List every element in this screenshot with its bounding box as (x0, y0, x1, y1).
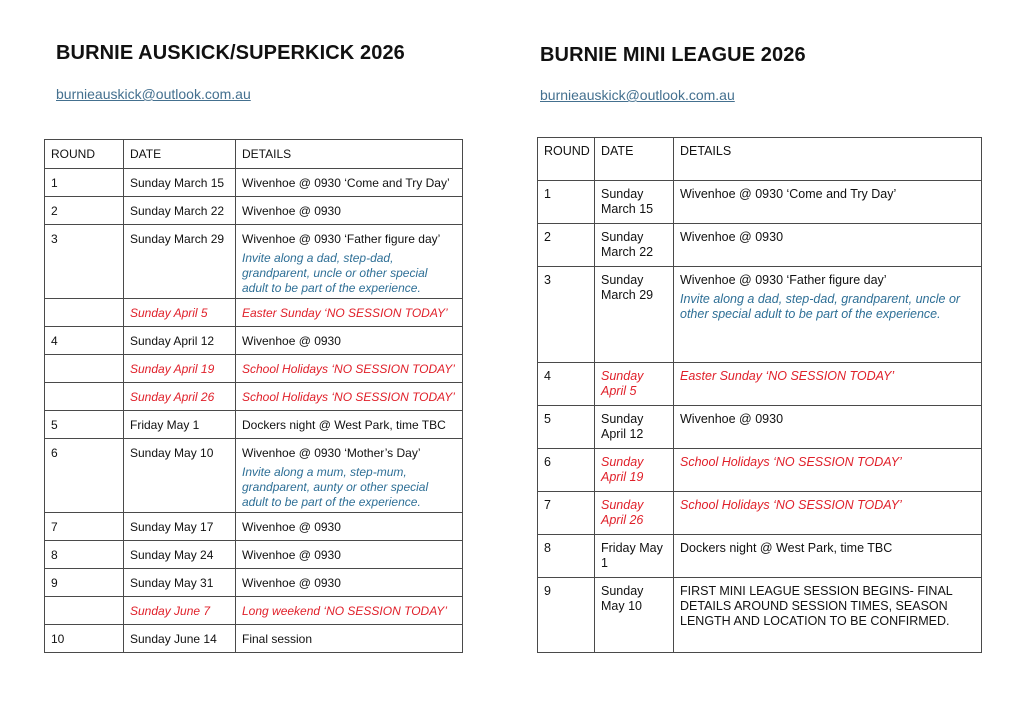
auskick-title: BURNIE AUSKICK/SUPERKICK 2026 (56, 42, 405, 64)
cell-details: Wivenhoe @ 0930 (236, 569, 463, 597)
table-row (45, 225, 463, 299)
cell-details: Wivenhoe @ 0930 (236, 327, 463, 355)
cell-details (236, 225, 463, 299)
cell-round: 2 (45, 197, 124, 225)
cell-details: Dockers night @ West Park, time TBC (236, 411, 463, 439)
cell-date: Sunday March 15 (595, 181, 674, 224)
cell-details (236, 439, 463, 513)
cell-round (45, 383, 124, 411)
cell-date: Friday May 1 (124, 411, 236, 439)
cell-date: Friday May 1 (595, 535, 674, 578)
cell-details: Easter Sunday ‘NO SESSION TODAY’ (674, 363, 982, 406)
cell-round (45, 597, 124, 625)
header-details: DETAILS (674, 138, 982, 181)
cell-round: 8 (538, 535, 595, 578)
cell-details (674, 267, 982, 363)
cell-round: 3 (45, 225, 124, 299)
cell-round: 4 (538, 363, 595, 406)
mini-league-schedule-table (537, 137, 982, 653)
cell-details: Wivenhoe @ 0930 (674, 406, 982, 449)
cell-date: Sunday May 24 (124, 541, 236, 569)
cell-date: Sunday March 22 (595, 224, 674, 267)
header-round: ROUND (45, 140, 124, 169)
cell-details: Wivenhoe @ 0930 ‘Come and Try Day’ (236, 169, 463, 197)
table-row (538, 181, 982, 224)
auskick-schedule-table (44, 139, 463, 653)
cell-details: Wivenhoe @ 0930 (236, 513, 463, 541)
details-text: Wivenhoe @ 0930 ‘Mother’s Day’ (242, 446, 421, 460)
cell-date: Sunday May 10 (595, 578, 674, 653)
table-row (45, 569, 463, 597)
table-row (538, 578, 982, 653)
table-row (45, 169, 463, 197)
cell-details: School Holidays ‘NO SESSION TODAY’ (236, 383, 463, 411)
cell-details: Wivenhoe @ 0930 (236, 197, 463, 225)
cell-date: Sunday April 19 (595, 449, 674, 492)
table-row (45, 625, 463, 653)
cell-round: 7 (45, 513, 124, 541)
cell-round: 6 (45, 439, 124, 513)
cell-date: Sunday April 26 (595, 492, 674, 535)
cell-round: 5 (538, 406, 595, 449)
header-details: DETAILS (236, 140, 463, 169)
cell-round: 6 (538, 449, 595, 492)
cell-details: Final session (236, 625, 463, 653)
cell-date: Sunday March 15 (124, 169, 236, 197)
table-row (538, 535, 982, 578)
cell-round: 2 (538, 224, 595, 267)
table-row (45, 299, 463, 327)
cell-round: 1 (538, 181, 595, 224)
cell-date: Sunday June 14 (124, 625, 236, 653)
cell-round (45, 299, 124, 327)
cell-date: Sunday April 26 (124, 383, 236, 411)
cell-round (45, 355, 124, 383)
table-row (45, 411, 463, 439)
header-round: ROUND (538, 138, 595, 181)
table-row (538, 267, 982, 363)
cell-date: Sunday June 7 (124, 597, 236, 625)
details-note: Invite along a dad, step-dad, grandparent, uncle or other special adult to be part of the experience. (680, 292, 961, 321)
cell-round: 8 (45, 541, 124, 569)
table-row (538, 492, 982, 535)
mini-league-email-link[interactable]: burnieauskick@outlook.com.au (540, 87, 735, 103)
table-row (45, 355, 463, 383)
table-row (538, 449, 982, 492)
details-text: Wivenhoe @ 0930 ‘Father figure day’ (242, 232, 441, 246)
details-note: Invite along a dad, step-dad, grandparent, uncle or other special adult to be part of the experience. (242, 251, 428, 295)
cell-date: Sunday April 5 (124, 299, 236, 327)
cell-round: 3 (538, 267, 595, 363)
table-row (45, 513, 463, 541)
details-note: Invite along a mum, step-mum, grandparent, aunty or other special adult to be part of the experience. (242, 465, 429, 509)
cell-details: School Holidays ‘NO SESSION TODAY’ (674, 492, 982, 535)
cell-round: 5 (45, 411, 124, 439)
cell-details: Wivenhoe @ 0930 ‘Come and Try Day’ (674, 181, 982, 224)
cell-details: Wivenhoe @ 0930 (674, 224, 982, 267)
table-header-row (45, 140, 463, 169)
table-row (45, 383, 463, 411)
details-text: Wivenhoe @ 0930 ‘Father figure day’ (680, 273, 887, 287)
table-row (538, 224, 982, 267)
table-row (45, 597, 463, 625)
header-date: DATE (124, 140, 236, 169)
table-row (45, 327, 463, 355)
cell-details: School Holidays ‘NO SESSION TODAY’ (674, 449, 982, 492)
table-row (45, 197, 463, 225)
cell-round: 7 (538, 492, 595, 535)
auskick-email-link[interactable]: burnieauskick@outlook.com.au (56, 86, 251, 102)
cell-date: Sunday March 22 (124, 197, 236, 225)
cell-date: Sunday April 12 (595, 406, 674, 449)
table-row (45, 541, 463, 569)
cell-details: Easter Sunday ‘NO SESSION TODAY’ (236, 299, 463, 327)
cell-round: 9 (45, 569, 124, 597)
cell-round: 1 (45, 169, 124, 197)
cell-date: Sunday March 29 (595, 267, 674, 363)
cell-details: School Holidays ‘NO SESSION TODAY’ (236, 355, 463, 383)
cell-date: Sunday April 5 (595, 363, 674, 406)
cell-details: Dockers night @ West Park, time TBC (674, 535, 982, 578)
cell-round: 4 (45, 327, 124, 355)
cell-date: Sunday May 31 (124, 569, 236, 597)
cell-date: Sunday April 12 (124, 327, 236, 355)
cell-details: FIRST MINI LEAGUE SESSION BEGINS- FINAL DETAILS AROUND SESSION TIMES, SEASON LENGTH AND LOCATION TO BE CONFIRMED. (674, 578, 982, 653)
cell-date: Sunday May 10 (124, 439, 236, 513)
cell-date: Sunday April 19 (124, 355, 236, 383)
table-row (45, 439, 463, 513)
table-row (538, 363, 982, 406)
table-header-row (538, 138, 982, 181)
cell-round: 9 (538, 578, 595, 653)
cell-date: Sunday March 29 (124, 225, 236, 299)
header-date: DATE (595, 138, 674, 181)
cell-details: Long weekend ‘NO SESSION TODAY’ (236, 597, 463, 625)
cell-date: Sunday May 17 (124, 513, 236, 541)
cell-round: 10 (45, 625, 124, 653)
cell-details: Wivenhoe @ 0930 (236, 541, 463, 569)
mini-league-title: BURNIE MINI LEAGUE 2026 (540, 44, 806, 66)
table-row (538, 406, 982, 449)
